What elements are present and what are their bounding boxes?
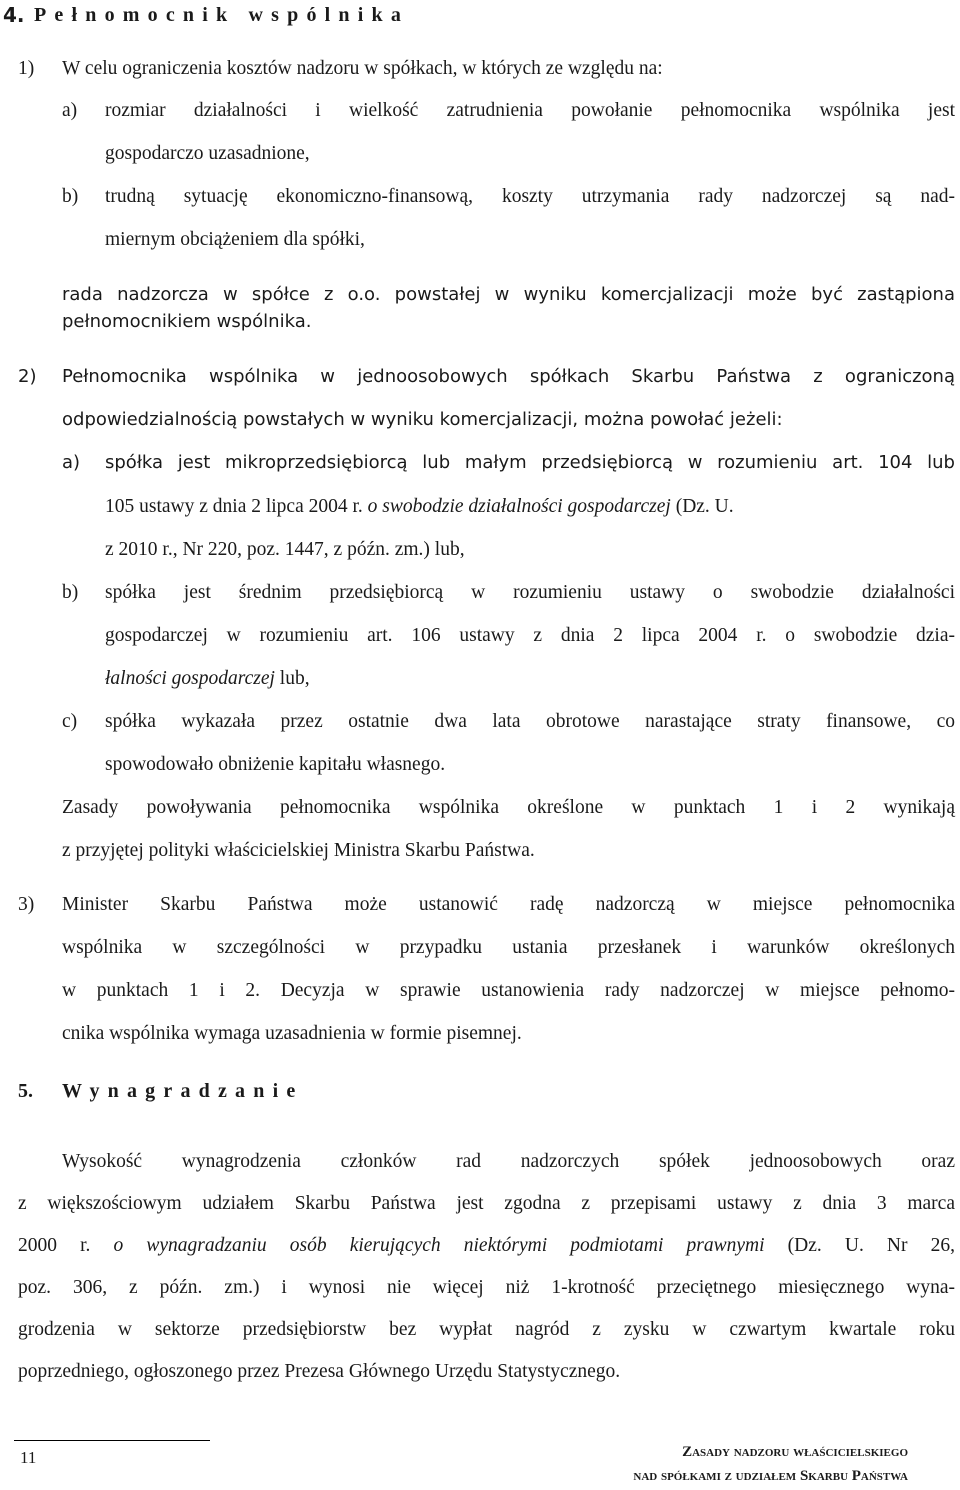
point-3-marker: 3) [18, 894, 35, 915]
section-5-line-5: grodzenia w sektorze przedsiębiorstw bez wypłat nagród z zysku w czwartym kwartale roku [18, 1319, 955, 1340]
section-5-line-6: poprzedniego, ogłoszonego przez Prezesa Głównego Urzędu Statystycznego. [18, 1361, 621, 1382]
point-2c-line-2: spowodowało obniżenie kapitału własnego. [105, 754, 446, 775]
point-2a-line-3: z 2010 r., Nr 220, poz. 1447, z późn. zm.) lub, [105, 539, 465, 560]
point-2c-marker: c) [62, 711, 78, 732]
point-1a-marker: a) [62, 100, 78, 121]
point-3-line-1: Minister Skarbu Państwa może ustanowić radę nadzorczą w miejsce pełnomocnika [62, 894, 955, 915]
point-2a-line-2-text: 105 ustawy z dnia 2 lipca 2004 r. [105, 496, 368, 517]
point-2-rule-line-2: z przyjętej polityki właścicielskiej Ministra Skarbu Państwa. [62, 840, 535, 861]
section-5-act-title: o wynagradzaniu osób kierujących niektórymi podmiotami prawnymi [113, 1235, 765, 1256]
footer-rule [14, 1440, 210, 1441]
point-1-tail-line-1: rada nadzorcza w spółce z o.o. powstałej w wyniku komercjalizacji może być zastąpiona [62, 284, 955, 305]
point-1a-line-2: gospodarczo uzasadnione, [105, 143, 310, 164]
point-2b-line-3-text: lub, [274, 668, 310, 689]
point-2b-line-2: gospodarczej w rozumieniu art. 106 ustawy z dnia 2 lipca 2004 r. o swobodzie dzia- [105, 625, 955, 646]
page-number: 11 [20, 1448, 37, 1467]
section-5-line-3-ref: (Dz. U. Nr 26, [764, 1235, 955, 1256]
point-1-line-1: W celu ograniczenia kosztów nadzoru w spółkach, w których ze względu na: [62, 58, 663, 79]
section-5-line-3 [18, 1236, 955, 1256]
section-4-number: 4. [3, 3, 25, 27]
section-5-line-4: poz. 306, z późn. zm.) i wynosi nie więcej niż 1-krotność przeciętnego miesięcznego wyna- [18, 1277, 955, 1298]
point-3-line-3: w punktach 1 i 2. Decyzja w sprawie ustanowienia rady nadzorczej w miejsce pełnomo- [62, 980, 955, 1001]
point-2a-act-title: o swobodzie działalności gospodarczej [367, 496, 671, 517]
point-2b-act-title: łalności gospodarczej [105, 668, 275, 689]
point-2a-line-1: spółka jest mikroprzedsiębiorcą lub małym przedsiębiorcą w rozumieniu art. 104 lub [105, 452, 955, 473]
point-1-marker: 1) [18, 58, 35, 79]
point-2-rule-line-1: Zasady powoływania pełnomocnika wspólnika określone w punktach 1 i 2 wynikają [62, 797, 955, 818]
point-2a-line-2-ref: (Dz. U. [670, 496, 734, 517]
point-2b-marker: b) [62, 582, 79, 603]
point-2a-line-2 [105, 497, 734, 517]
section-5-line-2: z większościowym udziałem Skarbu Państwa jest zgodna z przepisami ustawy z dnia 3 marca [18, 1193, 955, 1214]
section-5-number: 5. [18, 1080, 33, 1102]
point-1b-line-1: trudną sytuację ekonomiczno-finansową, koszty utrzymania rady nadzorczej są nad- [105, 186, 955, 207]
point-2-line-2: odpowiedzialnością powstałych w wyniku komercjalizacji, można powołać jeżeli: [62, 409, 783, 430]
section-5-line-3-text: 2000 r. [18, 1235, 114, 1256]
section-4-title: Pełnomocnik wspólnika [34, 4, 410, 26]
section-5-title: Wynagradzanie [62, 1080, 304, 1102]
point-1a-line-1: rozmiar działalności i wielkość zatrudnienia powołanie pełnomocnika wspólnika jest [105, 100, 955, 121]
point-2-line-1: Pełnomocnika wspólnika w jednoosobowych spółkach Skarbu Państwa z ograniczoną [62, 366, 955, 387]
point-1b-line-2: miernym obciążeniem dla spółki, [105, 229, 365, 250]
point-2a-marker: a) [62, 452, 81, 473]
point-3-line-4: cnika wspólnika wymaga uzasadnienia w formie pisemnej. [62, 1023, 522, 1044]
point-2b-line-1: spółka jest średnim przedsiębiorcą w rozumieniu ustawy o swobodzie działalności [105, 582, 955, 603]
footer-title-line-2: nad spółkami z udziałem Skarbu Państwa [633, 1468, 908, 1484]
point-3-line-2: wspólnika w szczególności w przypadku ustania przesłanek i warunków określonych [62, 937, 955, 958]
point-2c-line-1: spółka wykazała przez ostatnie dwa lata obrotowe narastające straty finansowe, co [105, 711, 955, 732]
section-5-line-1: Wysokość wynagrodzenia członków rad nadzorczych spółek jednoosobowych oraz [62, 1151, 955, 1172]
footer-title-line-1: Zasady nadzoru właścicielskiego [682, 1444, 908, 1460]
point-2b-line-3 [105, 669, 310, 689]
point-1b-marker: b) [62, 186, 79, 207]
point-2-marker: 2) [18, 366, 37, 387]
point-1-tail-line-2: pełnomocnikiem wspólnika. [62, 311, 312, 332]
